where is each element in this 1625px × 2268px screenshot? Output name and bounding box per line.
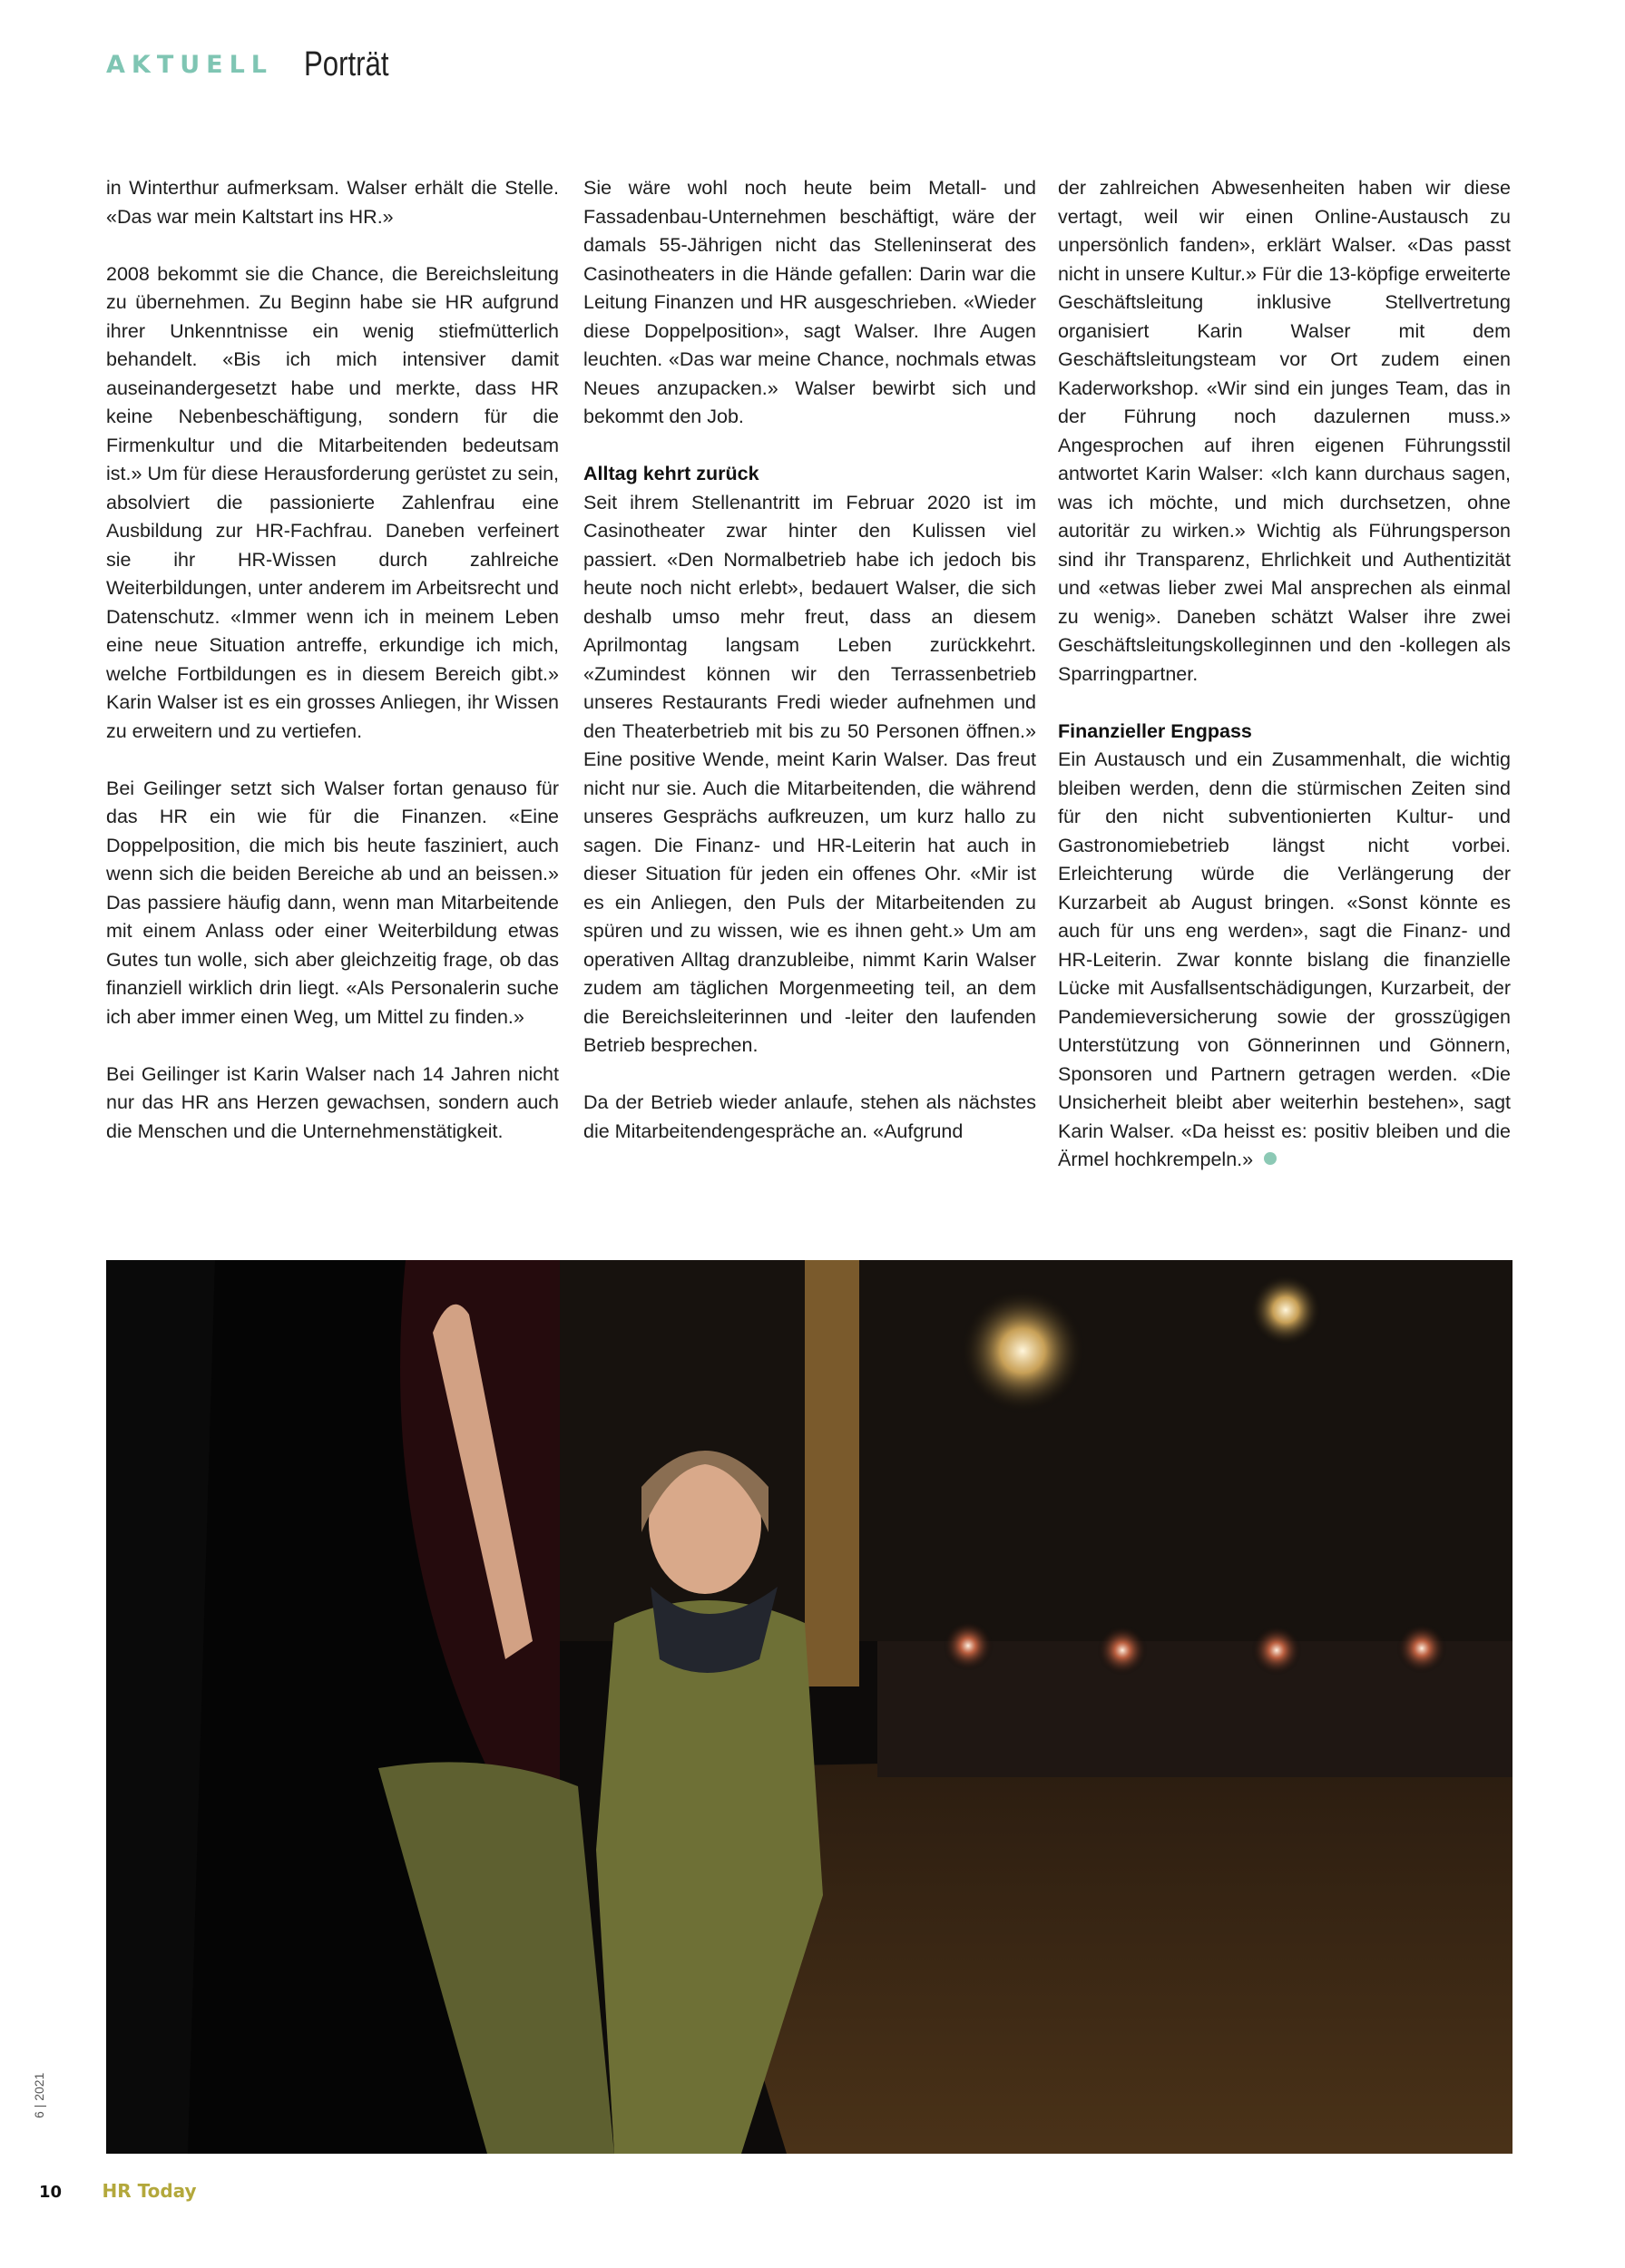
magazine-name: HR Today <box>102 2180 197 2202</box>
page-number: 10 <box>39 2183 63 2202</box>
paragraph-text: Ein Austausch und ein Zusammenhalt, die wichtig bleiben werden, denn die stürmischen Zeiten sind für den nicht subventionierten Kultur- und Gastronomiebetrieb längst nicht vorbei. Erleichterung würde die Verlängerung der Kurzarbeit ab August bringen. «Sonst könnte es auch für uns eng werden», sagt die Finanz- und HR-Leiterin. Zwar konnte bislang die finanzielle Lücke mit Ausfallsentschädigungen, Kurzarbeit, der Pandemieversicherung sowie der grosszügigen Unterstützung von Gönnerinnen und Gönnern, Sponsoren und Partnern getragen werden. «Die Unsicherheit bleibt aber weiterhin bestehen», sagt Karin Walser. «Da heisst es: positiv bleiben und die Ärmel hochkrempeln.» <box>1058 748 1511 1170</box>
text-column-3 <box>1058 174 1511 1175</box>
section-label: AKTUELL <box>106 51 274 79</box>
paragraph: Da der Betrieb wieder anlaufe, stehen als nächstes die Mitarbeitendengespräche an. «Aufgrund <box>583 1091 1036 1142</box>
paragraph: in Winterthur aufmerksam. Walser erhält die Stelle. «Das war mein Kaltstart ins HR.» <box>106 177 559 228</box>
portrait-photo <box>106 1260 1512 2154</box>
photo-illustration <box>106 1260 1512 2154</box>
paragraph: Bei Geilinger setzt sich Walser fortan genauso für das HR ein wie für die Finanzen. «Eine Doppelposition, die mich bis heute fasziniert, auch wenn sich die beiden Bereiche ab und an beissen.» Das passiere häufig dann, wenn man Mitarbeitende mit einem Anlass oder einer Weiterbildung etwas Gutes tun wolle, sich aber gleichzeitig frage, ob das finanziell wirklich drin liegt. «Als Personalerin suche ich aber immer einen Weg, um Mittel zu finden.» <box>106 777 559 1028</box>
paragraph: Bei Geilinger ist Karin Walser nach 14 Jahren nicht nur das HR ans Herzen gewachsen, sondern auch die Menschen und die Unternehmenstätigkeit. <box>106 1062 559 1142</box>
text-column-2 <box>583 174 1036 1146</box>
end-mark-icon <box>1264 1152 1277 1165</box>
page-header <box>106 45 408 100</box>
paragraph-final <box>1058 746 1511 1175</box>
page-footer <box>39 2180 197 2202</box>
paragraph: 2008 bekommt sie die Chance, die Bereichsleitung zu übernehmen. Zu Beginn habe sie HR aufgrund ihrer Unkenntnisse ein wenig stiefmütterlich behandelt. «Bis ich mich intensiver damit auseinandergesetzt habe und merkte, dass HR keine Nebenbeschäftigung, sondern für die Firmenkultur und die Mitarbeitenden bedeutsam ist.» Um für diese Herausforderung gerüstet zu sein, absolviert die passionierte Zahlenfrau eine Ausbildung zur HR-Fachfrau. Daneben verfeinert sie ihr HR-Wissen durch zahlreiche Weiterbildungen, unter anderem im Arbeitsrecht und Datenschutz. «Immer wenn ich in meinem Leben eine neue Situation antreffe, erkundige ich mich, welche Fortbildungen es in diesem Bereich gibt.» Karin Walser ist es ein grosses Anliegen, ihr Wissen zu erweitern und zu vertiefen. <box>106 262 559 742</box>
text-column-1 <box>106 174 559 1175</box>
page-title: Porträt <box>304 45 389 83</box>
paragraph: Sie wäre wohl noch heute beim Metall- und Fassadenbau-Unternehmen beschäftigt, wäre der damals 55-Jährigen nicht das Stelleninserat des Casinotheaters in die Hände gefallen: Darin war die Leitung Finanzen und HR ausgeschrieben. «Wieder diese Doppelposition», sagt Walser. Ihre Augen leuchten. «Das war meine Chance, nochmals etwas Neues anzupacken.» Walser bewirbt sich und bekommt den Job. <box>583 177 1036 427</box>
issue-date: 6 | 2021 <box>32 2072 46 2118</box>
subheading-engpass: Finanzieller Engpass <box>1058 719 1252 742</box>
paragraph: Seit ihrem Stellenantritt im Februar 2020 ist im Casinotheater zwar hinter den Kulissen viel passiert. «Den Normalbetrieb habe ich jedoch bis heute noch nicht erlebt», bedauert Walser, die sich deshalb umso mehr freut, dass an diesem Aprilmontag langsam Leben zurückkehrt. «Zumindest können wir den Terrassenbetrieb unseres Restaurants Fredi wieder aufnehmen und den Theaterbetrieb mit bis zu 50 Personen öffnen.» Eine positive Wende, meint Karin Walser. Das freut nicht nur sie. Auch die Mitarbeitenden, die während unseres Gesprächs aufkreuzen, um kurz hallo zu sagen. Die Finanz- und HR-Leiterin hat auch in dieser Situation für jeden ein offenes Ohr. «Mir ist es ein Anliegen, den Puls der Mitarbeitenden zu spüren und zu wissen, wie es ihnen geht.» Um am operativen Alltag dranzubleibe, nimmt Karin Walser zudem am täglichen Morgenmeeting teil, an dem die Bereichsleiterinnen und -leiter den laufenden Betrieb besprechen. <box>583 491 1036 1056</box>
subheading-alltag: Alltag kehrt zurück <box>583 463 759 484</box>
paragraph: der zahlreichen Abwesenheiten haben wir diese vertagt, weil wir einen Online-Austausch zu unpersönlich fanden», erklärt Walser. «Das passt nicht in unsere Kultur.» Für die 13-köpfige erweiterte Geschäftsleitung inklusive Stellvertretung organisiert Karin Walser mit dem Geschäftsleitungsteam vor Ort zudem einen Kaderworkshop. «Wir sind ein junges Team, das in der Führung noch dazulernen muss.» Angesprochen auf ihren eigenen Führungsstil antwortet Karin Walser: «Ich kann durchaus sagen, was ich möchte, und mich durchsetzen, ohne autoritär zu wirken.» Wichtig als Führungsperson sind ihr Transparenz, Ehrlichkeit und Authentizität und «etwas lieber zwei Mal ansprechen als einmal zu wenig». Daneben schätzt Walser ihre zwei Geschäftsleitungskolleginnen und den -kollegen als Sparringpartner. <box>1058 177 1511 685</box>
